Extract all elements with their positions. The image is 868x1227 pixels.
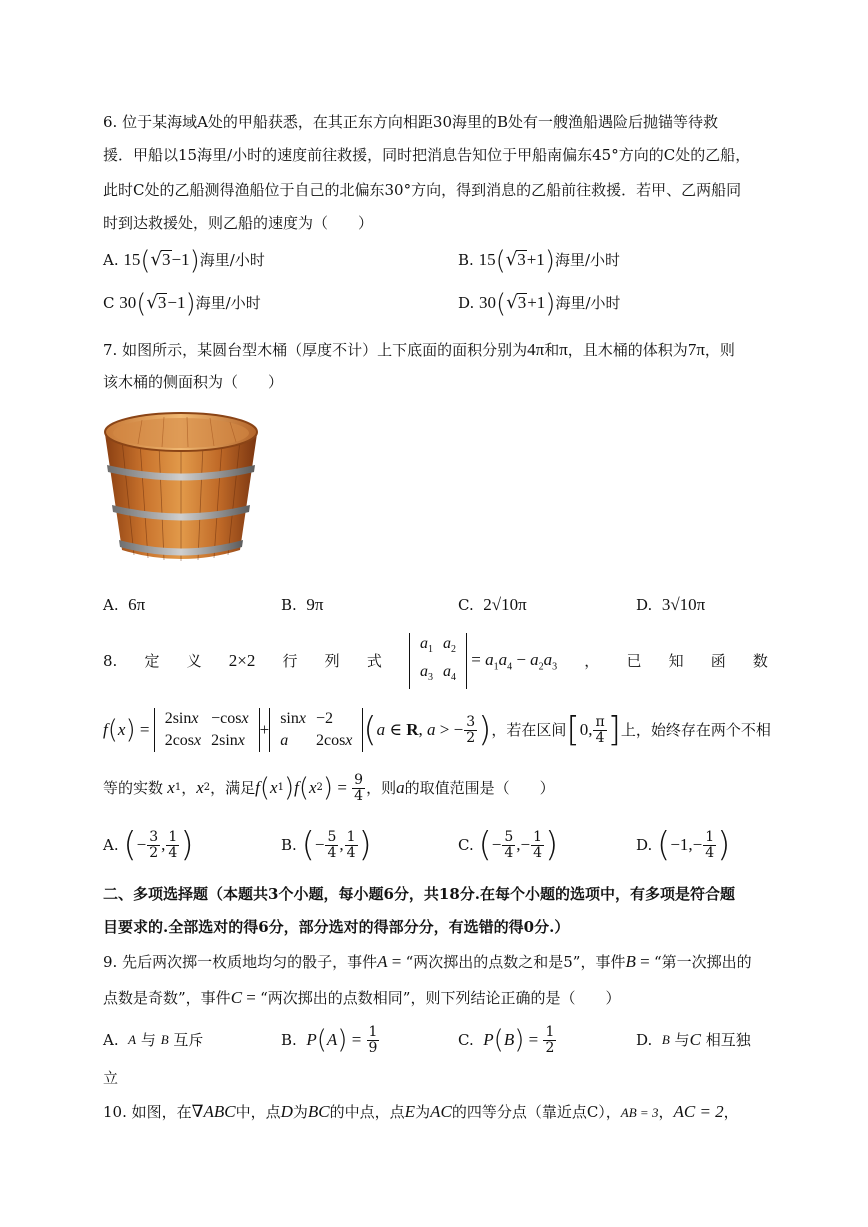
q8-line3: 等的实数 x 1 ， x 2 ，满足 f ( x 1 ) f ( x 2 ) = $\frac{9}{4}$ ，则 a 的取值范围是（ ） — [103, 771, 555, 804]
q8-option-b: B. ( − $\frac{5}{4}$ , $\frac{1}{4}$ ) — [281, 825, 372, 865]
q6-option-d: D. 30(√3+1)海里/小时 — [458, 289, 621, 319]
q6-line4: 时到达救援处，则乙船的速度为（ ） — [103, 214, 374, 232]
section-2-heading-line1: 二、多项选择题（本题共3个小题，每小题6分，共18分.在每个小题的选项中，有多项是符合题 — [103, 885, 735, 903]
q7-option-a: A. 6π — [103, 595, 146, 614]
q6-option-a: A. 15(√3−1)海里/小时 — [103, 246, 265, 276]
q7-option-d: D. 3√10π — [636, 595, 706, 614]
q7-line1: 7. 如图所示，某圆台型木桶（厚度不计）上下底面的面积分别为4π和π，且木桶的体积为7π，则 — [103, 340, 735, 359]
q7-option-c: C. 2√10π — [458, 595, 527, 614]
determinant-definition: $a_1$ $a_2$ $a_3$ $a_4$ = $a_1a_4 - a_2a_3$ — [409, 633, 557, 689]
q7-option-b: B. 9π — [281, 595, 324, 614]
q8-option-d: D. ( −1,− $\frac{1}{4}$ ) — [636, 825, 731, 865]
q8-line1: 8. 定 义 2×2 行 列 式 $a_1$ $a_2$ $a_3$ $a_4$ = $a_1a_4 - a_2a_3$ ， 已 知 函 数 — [103, 637, 768, 685]
wooden-bucket-illustration — [102, 410, 260, 565]
q7-line2: 该木桶的侧面积为（ ） — [103, 373, 284, 391]
q9-option-d-wrap: 立 — [103, 1069, 119, 1087]
q6-option-c: C 30(√3−1)海里/小时 — [103, 289, 261, 319]
q6-line3: 此时C处的乙船测得渔船位于自己的北偏东30°方向，得到消息的乙船前往救援．若甲、乙两船同 — [103, 181, 742, 199]
q9-line2: 点数是奇数”，事件C = “两次掷出的点数相同”，则下列结论正确的是（ ） — [103, 988, 621, 1007]
q9-option-b: B. P ( A ) = $\frac{1}{9}$ — [281, 1023, 378, 1056]
q9-option-a: A. A 与 B 互斥 — [103, 1031, 204, 1049]
q6-option-b: B. 15(√3+1)海里/小时 — [458, 246, 621, 276]
q8-option-c: C. ( − $\frac{5}{4}$ ,− $\frac{1}{4}$ ) — [458, 825, 559, 865]
q6-line1: 6. 位于某海域A处的甲船获悉，在其正东方向相距30海里的B处有一艘渔船遇险后抛锚等待救 — [103, 113, 719, 131]
q9-option-c: C. P ( B ) = $\frac{1}{2}$ — [458, 1023, 555, 1056]
q8-option-a: A. ( − $\frac{3}{2}$ , $\frac{1}{4}$ ) — [103, 825, 194, 865]
q10-line1: 10. 如图，在∇ABC中，点D为BC的中点，点E为AC的四等分点（靠近点C），AB = 3，AC = 2， — [103, 1102, 739, 1121]
q8-line2: f ( x ) = 2sinx −cosx 2cosx 2sinx + sinx −2 a 2cosx ( a ∈ R, a > − $\frac{3}{2}$ ) ，若在区间 [ 0, $\frac{\pi}{4}$ ] 上，始终存在两个不相 — [103, 710, 771, 750]
q9-option-d: D. B 与 C 相互独 — [636, 1030, 751, 1049]
section-2-heading-line2: 目要求的.全部选对的得6分，部分选对的得部分分，有选错的得0分.） — [103, 918, 570, 936]
q9-line1: 9. 先后两次掷一枚质地均匀的骰子，事件A = “两次掷出的点数之和是5”，事件B = “第一次掷出的 — [103, 952, 752, 971]
q6-line2: 援．甲船以15海里/小时的速度前往救援，同时把消息告知位于甲船南偏东45°方向的C处的乙船， — [103, 146, 751, 164]
